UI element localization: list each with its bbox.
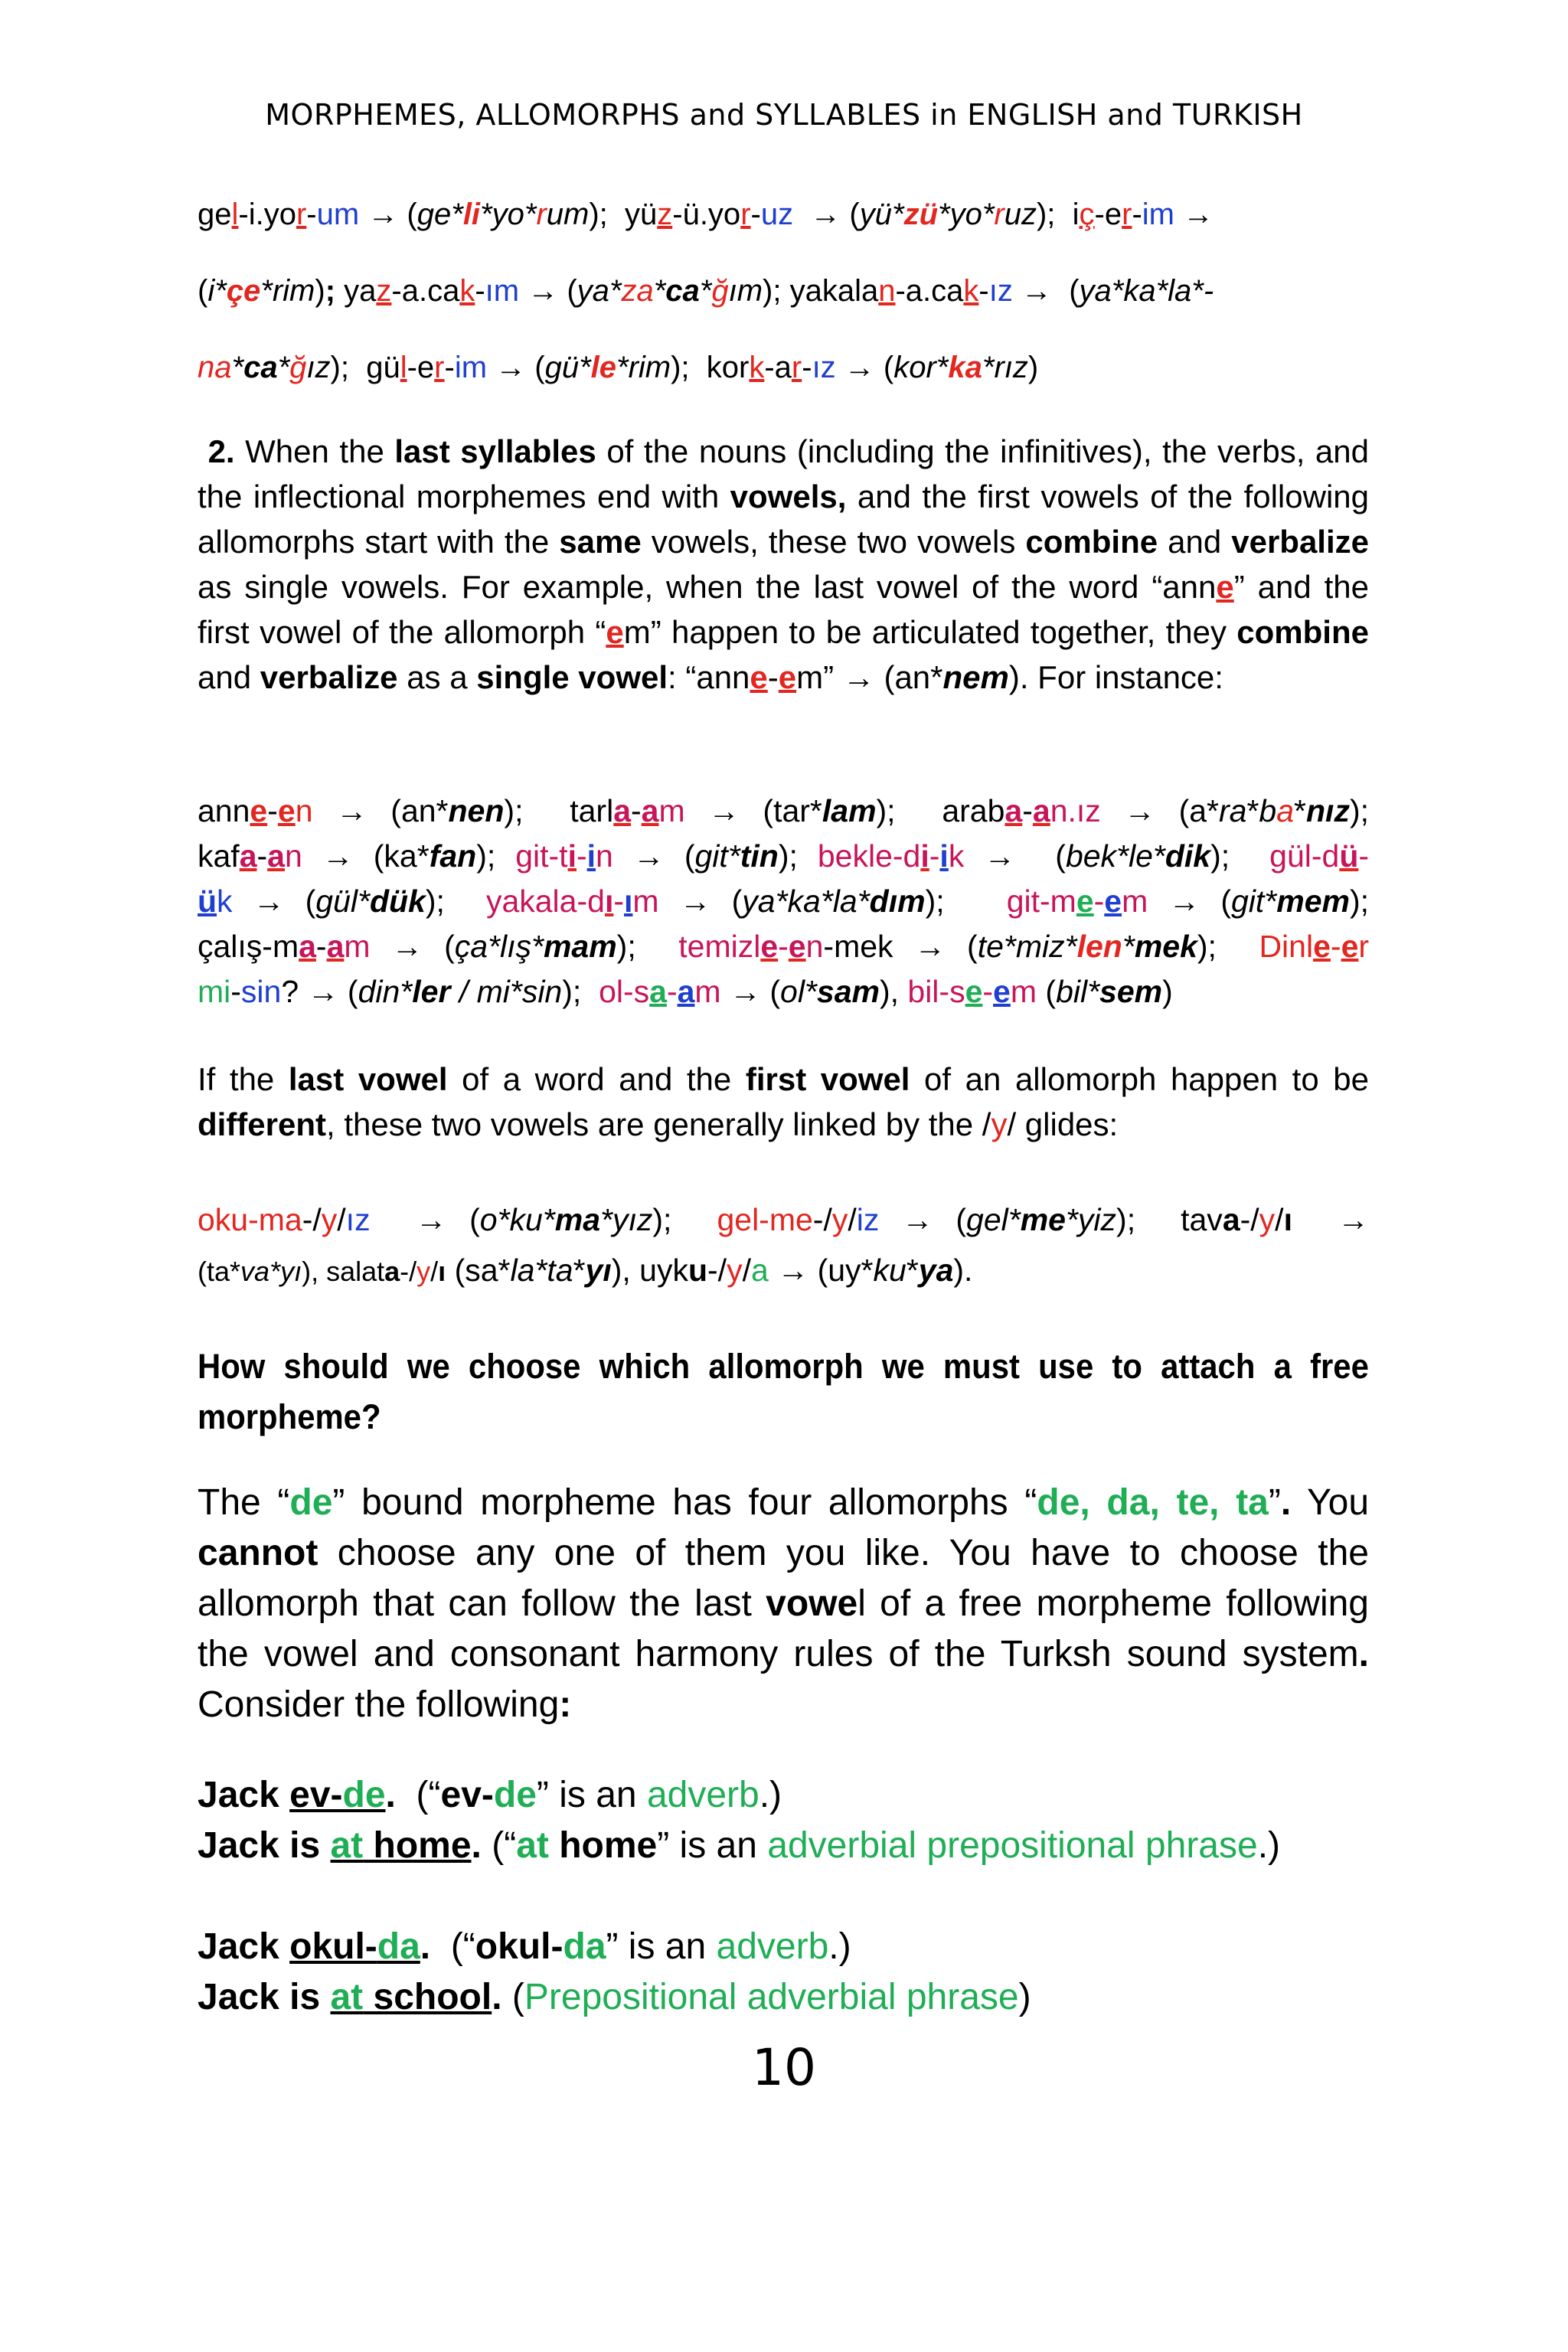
combined-vowel-examples: anne-en → (an*nen); tarla-am → (tar*lam); araba-an.ız → (a*ra*ba*nız); kafa-an → (ka*fan); git-ti-in → (git*tin); bekle-di-ik → (bek*le*dik); gül-dü- ük → (gül*dük); yakala-dı-ım → (ya*ka*la*dım); git-me-em → (git*mem); çalış-ma-am → (ça*lış*mam); temizle-en-mek → (te*miz*len*mek); Dinle-er mi-sin? → (din*ler / mi*sin); ol-sa-am → (ol*sam), bil-se-em (bil*sem) xyxy=(198,793,1370,1009)
running-header: MORPHEMES, ALLOMORPHS and SYLLABLES in ENGLISH and TURKISH xyxy=(265,98,1303,132)
example-okul-da: Jack okul-da. (“okul-da” is an adverb.) xyxy=(198,1926,851,1967)
example-line-3: na*ca*ğız); gül-er-im → (gü*le*rim); kork-ar-ız → (kor*ka*rız) xyxy=(198,351,1039,384)
sentence-examples xyxy=(198,1770,1369,2023)
rule-2-paragraph: 2. When the last syllables of the nouns (including the infinitives), the verbs, and the inflectional morphemes end with vowels, and the first vowels of the following allomorphs start with the same vowels, these two vowels combine and verbalize as single vowels. For example, when the last vowel of the word “anne” and the first vowel of the allomorph “em” happen to be articulated together, they combine and verbalize as a single vowel: “anne-em” → (an*nem). For instance: xyxy=(198,433,1370,695)
page-number: 10 xyxy=(752,2038,816,2097)
example-line-2: (i*çe*rim); yaz-a.cak-ım → (ya*za*ca*ğım); yakalan-a.cak-ız → (ya*ka*la*- xyxy=(198,274,1214,308)
glide-paragraph: If the last vowel of a word and the first vowel of an allomorph happen to be different, these two vowels are generally linked by the /y/ glides: xyxy=(198,1061,1369,1142)
example-at-school: Jack is at school. (Prepositional adverbial phrase) xyxy=(198,1977,1031,2017)
examples-continued xyxy=(198,176,1369,406)
rule-number: 2. xyxy=(207,433,235,469)
example-at-home: Jack is at home. (“at home” is an adverbial prepositional phrase.) xyxy=(198,1825,1281,1866)
glide-examples: oku-ma-/y/ız → (o*ku*ma*yız); gel-me-/y/iz → (gel*me*yiz); tava-/y/ı → (ta*va*yı), salata-/y/ı (sa*la*ta*yı), uyku-/y/a → (uy*ku*ya). xyxy=(198,1202,1369,1288)
example-line-1: gel-i.yor-um → (ge*li*yo*rum); yüz-ü.yor-uz → (yü*zü*yo*ruz); iç-er-im → xyxy=(198,198,1214,231)
example-ev-de: Jack ev-de. (“ev-de” is an adverb.) xyxy=(198,1775,782,1815)
de-morpheme-paragraph: The “de” bound morpheme has four allomorphs “de, da, te, ta”. You cannot choose any one of them you like. You have to choose the allomorph that can follow the last vowel of a free morpheme following the vowel and consonant harmony rules of the Turksh sound system. Consider the following: xyxy=(198,1482,1370,1725)
question-heading: How should we choose which allomorph we must use to attach a free morpheme? xyxy=(198,1347,1369,1436)
